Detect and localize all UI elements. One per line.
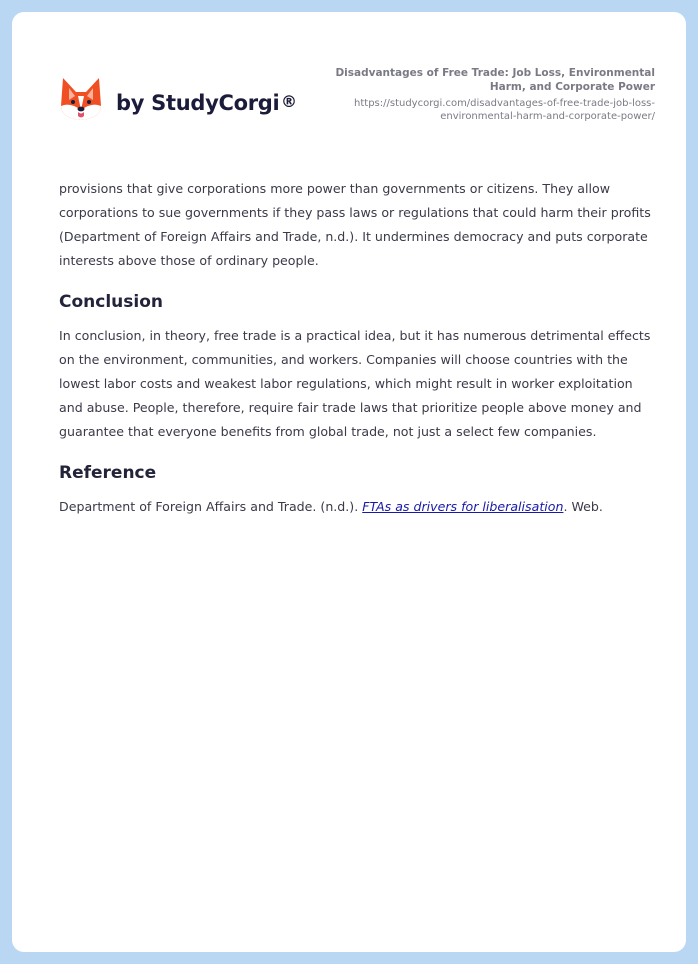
conclusion-paragraph: In conclusion, in theory, free trade is a practical idea, but it has numerous detrimental effects on the environment, communities, and workers. Companies will choose countries with the lowest labor costs and weakest labor regulations, which might result in worker exploitation and abuse. People, therefore, require fair trade laws that prioritize people above money and guarantee that everyone benefits from global trade, not just a select few companies. bbox=[59, 328, 651, 439]
reference-prefix: Department of Foreign Affairs and Trade. (n.d.). bbox=[59, 499, 363, 514]
conclusion-heading: Conclusion bbox=[59, 292, 163, 312]
intro-paragraph: provisions that give corporations more power than governments or citizens. They allow corporations to sue governments if they pass laws or regulations that could harm their profits (Department of Foreign Affairs and Trade, n.d.). It undermines democracy and puts corporate interests above those of ordinary people. bbox=[59, 181, 651, 268]
document-page bbox=[12, 12, 686, 952]
logo-text: by StudyCorgi bbox=[116, 91, 280, 115]
document-url[interactable]: https://studycorgi.com/disadvantages-of-free-trade-job-loss-environmental-harm-and-corporate-power/ bbox=[354, 98, 655, 122]
document-title: Disadvantages of Free Trade: Job Loss, Environmental Harm, and Corporate Power bbox=[335, 67, 655, 93]
registered-mark: ® bbox=[281, 92, 297, 111]
document-meta bbox=[310, 66, 655, 123]
reference-heading: Reference bbox=[59, 463, 157, 483]
corgi-icon bbox=[60, 76, 102, 122]
document-content bbox=[59, 177, 659, 519]
studycorgi-logo[interactable] bbox=[60, 76, 279, 122]
reference-entry bbox=[59, 495, 659, 519]
reference-link[interactable]: FTAs as drivers for liberalisation bbox=[362, 499, 564, 514]
reference-suffix: . Web. bbox=[563, 499, 603, 514]
